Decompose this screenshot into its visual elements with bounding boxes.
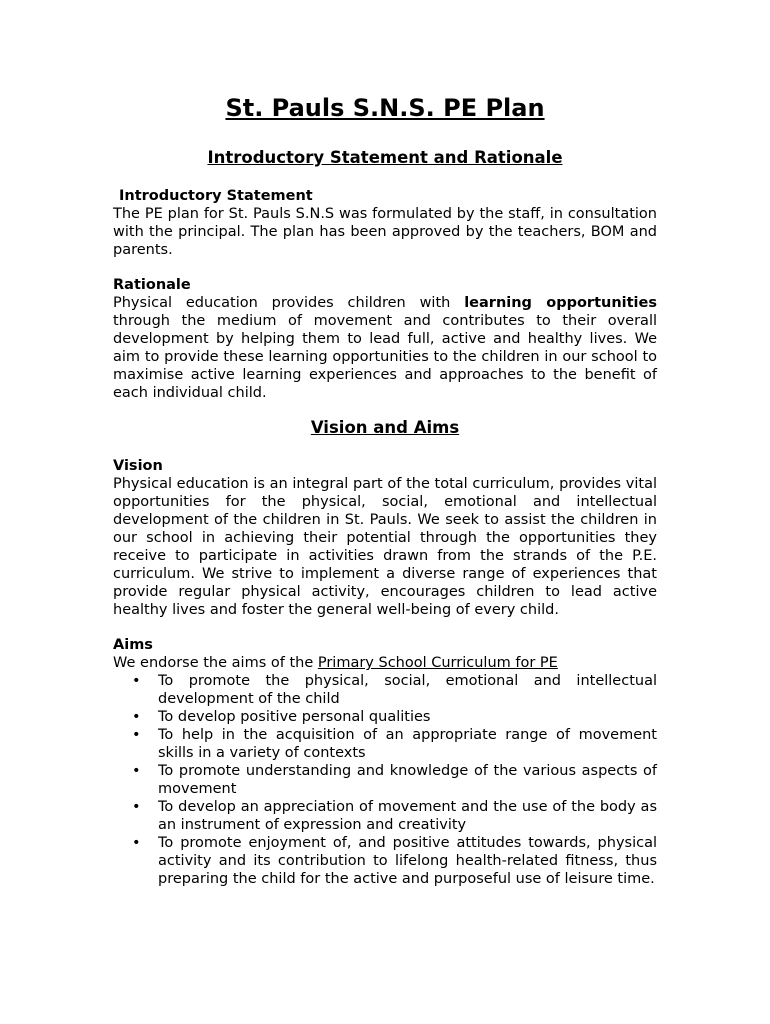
rationale-text <box>113 294 657 402</box>
rationale-text-end: through the medium of movement and contributes to their overall development by helping them to lead full, active and healthy lives. We aim to provide these learning opportunities to the children in our school to maximise active learning experiences and approaches to the benefit of each individual child. <box>113 313 657 401</box>
bullet-icon: • <box>132 763 141 779</box>
vision-text: Physical education is an integral part of the total curriculum, provides vital opportunities for the physical, social, emotional and intellectual development of the children in St. Pauls. We seek to assist the children in our school in achieving their potential through the opportunities they receive to participate in activities drawn from the strands of the P.E. curriculum. We strive to implement a diverse range of experiences that provide regular physical activity, encourages children to lead active healthy lives and foster the general well-being of every child. <box>113 476 657 618</box>
rationale-text-start: Physical education provides children with <box>113 295 465 311</box>
aims-list-item: • To promote understanding and knowledge of the various aspects of movement <box>132 763 657 797</box>
introductory-statement-text: The PE plan for St. Pauls S.N.S was formulated by the staff, in consultation with the principal. The plan has been approved by the teachers, BOM and parents. <box>113 206 657 258</box>
vision-heading: Vision <box>113 458 163 474</box>
bullet-icon: • <box>132 709 141 725</box>
aims-list-item: • To promote enjoyment of, and positive attitudes towards, physical activity and its contribution to lifelong health-related fitness, thus preparing the child for the active and purposeful use of leisure time. <box>132 835 657 887</box>
aims-list-item: • To promote the physical, social, emotional and intellectual development of the child <box>132 673 657 707</box>
aims-list-item: • To develop positive personal qualities <box>132 709 431 725</box>
bullet-icon: • <box>132 727 141 743</box>
bullet-icon: • <box>132 673 141 689</box>
aims-list-item: • To develop an appreciation of movement and the use of the body as an instrument of expression and creativity <box>132 799 657 833</box>
aims-heading: Aims <box>113 637 153 653</box>
aims-list <box>113 672 657 888</box>
vision-section-heading: Vision and Aims <box>310 418 460 437</box>
bullet-icon: • <box>132 799 141 815</box>
aims-intro <box>113 654 657 672</box>
aims-intro-text: We endorse the aims of the <box>113 655 318 671</box>
curriculum-link[interactable]: Primary School Curriculum for PE <box>317 655 558 671</box>
aims-list-item: • To help in the acquisition of an appropriate range of movement skills in a variety of contexts <box>132 727 657 761</box>
document-title: St. Pauls S.N.S. PE Plan <box>225 94 545 122</box>
intro-section-heading: Introductory Statement and Rationale <box>207 148 563 167</box>
document-content <box>113 93 657 888</box>
bullet-icon: • <box>132 835 141 851</box>
rationale-heading: Rationale <box>113 277 191 293</box>
rationale-bold-phrase: learning opportunities <box>464 295 657 311</box>
introductory-statement-heading: Introductory Statement <box>119 188 313 204</box>
